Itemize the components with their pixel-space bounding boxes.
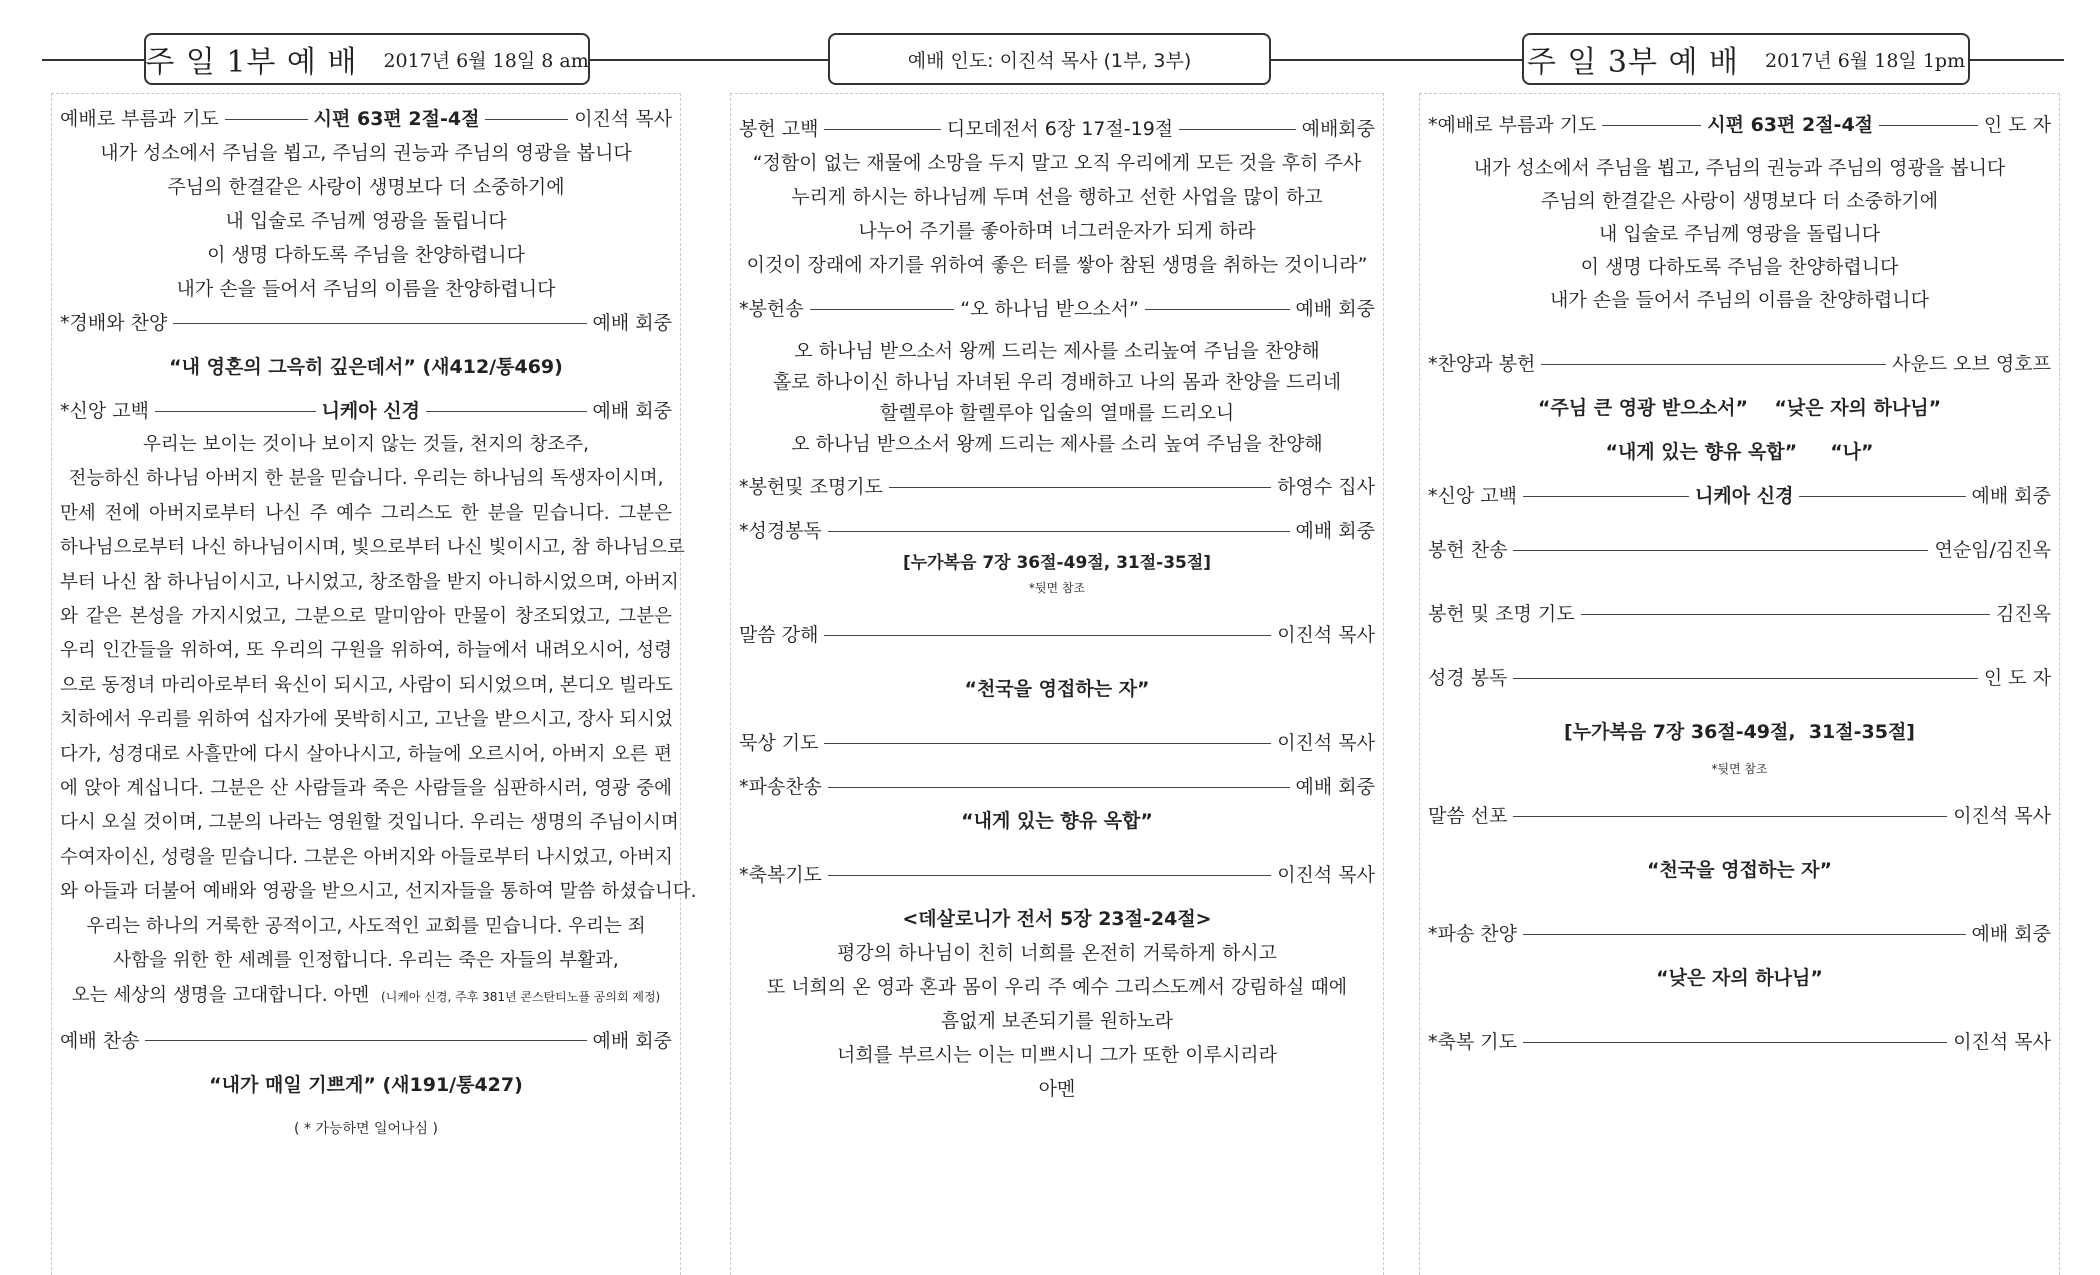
leader-line [1799,496,1965,497]
scripture-line: 이 생명 다하도록 주님을 찬양하렵니다 [1580,256,1899,278]
creed-line: 수여자이신, 성령을 믿습니다. 그분은 아버지와 아들로부터 나시었고, 아버지 [60,846,673,868]
scripture-line: 내가 성소에서 주님을 뵙고, 주님의 권능과 주님의 영광을 봅니다 [1473,157,2006,179]
creed-line: 와 같은 본성을 가지시었고, 그분으로 말미암아 만물이 창조되었고, 그분은 [60,606,672,628]
service-1-date: 2017년 6월 18일 8 am [383,49,589,72]
leader-line [1602,125,1701,126]
scripture-line: 이것이 장래에 자기를 위하여 좋은 터를 쌓아 참된 생명을 취하는 것이니라” [746,254,1368,276]
order-item-call-to-worship [60,102,672,136]
service-1-title-box [144,33,590,85]
service-1-column [51,93,697,1275]
creed-line: 우리는 하나의 거룩한 공적이고, 사도적인 교회를 믿습니다. 우리는 죄 [86,915,646,937]
item-scripture: 시편 63편 2절-4절 [313,108,480,130]
creed-source-note: (니케아 신경, 주후 381년 콘스탄티노플 공의회 제정) [381,989,661,1004]
creed-line: 하나님으로부터 나신 하나님이시며, 빛으로부터 나신 빛이시고, 참 하나님으로 [60,537,685,559]
offering-column [730,93,1384,1275]
reading-note: *뒷면 참조 [1028,581,1086,595]
item-label: 봉헌 및 조명 기도 [1428,603,1575,625]
item-leader: 이진석 목사 [1953,1031,2051,1053]
leader-line [1513,678,1977,679]
sending-song: “내게 있는 향유 옥합” [961,810,1153,832]
order-item-benediction [1428,1025,2051,1059]
scripture-line: 내 입술로 주님께 영광을 돌립니다 [225,210,507,232]
reading-reference: [누가복음 7장 36절-49절, 31절-35절] [902,553,1212,573]
header-rule-mid-right [1270,59,1524,61]
item-label: 말씀 선포 [1428,805,1508,827]
item-leader: 김진옥 [1995,603,2051,625]
leader-line [824,635,1271,636]
song-line: 오 하나님 받으소서 왕께 드리는 제사를 소리 높여 주님을 찬양해 [791,433,1323,455]
worship-leader: 예배 인도: 이진석 목사 (1부, 3부) [907,49,1192,72]
scripture-line: 내가 손을 들어서 주님의 이름을 찬양하렵니다 [176,278,556,300]
order-item-offering-confession [739,112,1375,146]
header-rule-mid-left [588,59,830,61]
service-1-title: 주 일 1부 예 배 [145,45,358,80]
reading-reference: [누가복음 7장 36절-49절, 31절-35절] [1564,721,1915,743]
leader-line [828,531,1290,532]
item-label: *봉헌송 [739,298,804,320]
leader-line [1541,364,1886,365]
item-label: *신앙 고백 [60,400,149,422]
item-label: 봉헌 고백 [739,118,819,140]
leader-line [1145,309,1290,310]
item-leader: 하영수 집사 [1277,476,1375,498]
item-song-title: “오 하나님 받으소서” [960,298,1139,320]
benediction-line: 흠없게 보존되기를 원하노라 [940,1010,1174,1032]
scripture-line: “정함이 없는 재물에 소망을 두지 말고 오직 우리에게 모든 것을 후히 주사 [752,152,1362,174]
item-leader: 예배 회중 [592,312,672,334]
item-leader: 연순임/김진옥 [1934,539,2051,561]
creed-line: 부터 나신 참 하나님이시고, 나시었고, 창조함을 받지 아니하시었으며, 아버지 [60,571,679,593]
order-item-scripture-reading [1428,661,2051,695]
item-leader: 예배 회중 [592,1029,672,1052]
order-item-offering-prayer [739,470,1375,504]
item-label: 봉헌 찬송 [1428,539,1508,561]
item-leader: 예배 회중 [1971,485,2052,507]
order-item-praise [60,306,672,340]
scripture-line: 나누어 주기를 좋아하며 너그러운자가 되게 하라 [858,220,1256,242]
leader-line [1179,129,1295,130]
creed-line: 다시 오실 것이며, 그분의 나라는 영원할 것입니다. 우리는 생명의 주님이시며 [60,812,679,834]
praise-song: “내 영혼의 그윽히 깊은데서” (새412/통469) [169,356,563,378]
reading-note: *뒷면 참조 [1711,762,1768,776]
order-item-praise [1428,347,2051,381]
header-rule-left [42,59,146,61]
item-label: *파송 찬양 [1428,923,1517,945]
benediction-reference: <데살로니가 전서 5장 23절-24절> [902,908,1212,930]
leader-line [828,875,1271,876]
service-3-column [1419,93,2060,1275]
item-label: 예배 찬송 [60,1029,140,1052]
benediction-amen: 아멘 [1038,1078,1076,1100]
item-leader: 인 도 자 [1983,114,2052,136]
creed-line-last [60,979,672,1014]
leader-line [155,411,316,412]
creed-line: 와 아들과 더불어 예배와 영광을 받으시고, 선지자들을 통하여 말씀 하셨습니다. [60,881,697,903]
song-line: 홀로 하나이신 하나님 자녀된 우리 경배하고 나의 몸과 찬양을 드리네 [772,371,1342,393]
item-label: *성경봉독 [739,520,822,542]
order-item-sending-hymn [739,770,1375,804]
service-3-title-box [1522,33,1970,85]
item-leader: 예배 회중 [1971,923,2051,945]
item-label: 묵상 기도 [739,732,819,754]
order-item-offering-song [739,292,1375,326]
creed-line: 다가, 성경대로 사흘만에 다시 살아나시고, 하늘에 오르시어, 아버지 오른 편 [60,743,672,765]
leader-line [1523,496,1689,497]
creed-line: 만세 전에 아버지로부터 나신 주 예수 그리스도 한 분을 믿습니다. 그분은 [60,502,672,524]
benediction-line: 또 너희의 온 영과 혼과 몸이 우리 주 예수 그리스도께서 강림하실 때에 [766,976,1348,998]
leader-line [828,787,1290,788]
creed-line: 전능하신 하나님 아버지 한 분을 믿습니다. 우리는 하나님의 독생자이시며, [68,468,664,490]
scripture-line: 누리게 하시는 하나님께 두며 선을 행하고 선한 사업을 많이 하고 [791,186,1323,208]
stand-note: ( * 가능하면 일어나심 ) [294,1120,438,1137]
item-leader: 예배 회중 [1295,298,1376,320]
leader-box [828,33,1271,85]
item-leader: 이진석 목사 [1277,624,1375,646]
benediction-line: 너희를 부르시는 이는 미쁘시니 그가 또한 이루시리라 [836,1044,1278,1066]
creed-line: 사함을 위한 한 세례를 인정합니다. 우리는 죽은 자들의 부활과, [113,950,619,972]
creed-line: 에 앉아 계십니다. 그분은 산 사람들과 죽은 사람들을 심판하시러, 영광 중에 [60,778,672,800]
item-leader: 인 도 자 [1983,667,2051,689]
leader-line [1879,125,1978,126]
scripture-line: 이 생명 다하도록 주님을 찬양하렵니다 [207,244,525,266]
item-leader: 사운드 오브 영호프 [1892,353,2051,375]
scripture-line: 주님의 한결같은 사랑이 생명보다 더 소중하기에 [167,176,565,198]
item-creed-name: 니케아 신경 [1695,485,1794,507]
header-rule-right [1968,59,2064,61]
creed-line: 으로 동정녀 마리아로부터 육신이 되시고, 사람이 되시었으며, 본디오 빌라도 [60,674,673,696]
leader-line [225,119,308,120]
item-scripture: 디모데전서 6장 17절-19절 [946,118,1174,140]
item-leader: 예배 회중 [592,400,673,422]
item-label: *축복기도 [739,864,822,886]
leader-line [1523,1042,1947,1043]
leader-line [485,119,568,120]
benediction-line: 평강의 하나님이 친히 너희를 온전히 거룩하게 하시고 [836,942,1278,964]
leader-line [1513,550,1928,551]
order-item-call-to-worship [1428,108,2051,142]
order-item-sending-hymn [1428,917,2051,951]
sermon-title: “천국을 영접하는 자” [1646,859,1833,881]
item-label: *축복 기도 [1428,1031,1517,1053]
order-item-benediction [739,858,1375,892]
creed-line: 우리 인간들을 위하여, 또 우리의 구원을 위하여, 하늘에서 내려오시어, 성령 [60,640,672,662]
item-label: *찬양과 봉헌 [1428,353,1536,375]
order-item-offering-hymn [1428,533,2051,567]
leader-line [1513,816,1947,817]
order-item-creed [60,394,672,428]
leader-line [145,1040,586,1041]
service-3-date: 2017년 6월 18일 1pm [1765,49,1966,72]
item-leader: 예배 회중 [1295,520,1375,542]
item-leader: 예배 회중 [1295,776,1375,798]
scripture-line: 내가 손을 들어서 주님의 이름을 찬양하렵니다 [1550,289,1929,311]
leader-line [824,743,1271,744]
scripture-line: 주님의 한결같은 사랑이 생명보다 더 소중하기에 [1540,190,1939,212]
leader-line [810,309,955,310]
item-label: *신앙 고백 [1428,485,1517,507]
order-item-hymn [60,1024,672,1058]
item-scripture: 시편 63편 2절-4절 [1707,114,1874,136]
service-3-title: 주 일 3부 예 배 [1526,45,1740,80]
order-item-silent-prayer [739,726,1375,760]
item-leader: 이진석 목사 [1953,805,2051,827]
leader-line [1523,934,1966,935]
item-label: *경배와 찬양 [60,312,168,334]
creed-line: 치하에서 우리를 위하여 십자가에 못박히시고, 고난을 받으시고, 장사 되시었 [60,709,673,731]
item-leader: 이진석 목사 [1277,864,1375,886]
order-item-creed [1428,479,2051,513]
item-label: *파송찬송 [739,776,822,798]
praise-songs-2: “내게 있는 향유 옥합” “나” [1605,441,1874,463]
item-label: *봉헌및 조명기도 [739,476,884,498]
sermon-title: “천국을 영접하는 자” [964,678,1150,700]
item-leader: 이진석 목사 [1277,732,1375,754]
item-leader: 이진석 목사 [574,108,673,130]
order-item-scripture-reading [739,514,1375,548]
scripture-line: 내 입술로 주님께 영광을 돌립니다 [1598,223,1881,245]
item-creed-name: 니케아 신경 [321,400,420,422]
leader-line [889,487,1271,488]
creed-amen: 오는 세상의 생명을 고대합니다. 아멘 [71,984,370,1006]
item-label: 예배로 부름과 기도 [60,108,219,130]
song-line: 오 하나님 받으소서 왕께 드리는 제사를 소리높여 주님을 찬양해 [794,340,1320,362]
order-item-offering-prayer [1428,597,2051,631]
order-item-sermon [739,618,1375,652]
item-label: 성경 봉독 [1428,667,1508,689]
praise-songs-1: “주님 큰 영광 받으소서” “낮은 자의 하나님” [1537,397,1942,419]
leader-line [173,323,586,324]
leader-line [426,411,587,412]
song-line: 할렐루야 할렐루야 입술의 열매를 드리오니 [879,402,1235,424]
leader-line [824,129,940,130]
sending-song: “낮은 자의 하나님” [1656,967,1823,989]
item-label: 말씀 강해 [739,624,819,646]
nicene-creed-text [60,428,697,1014]
item-label: *예배로 부름과 기도 [1428,114,1597,136]
scripture-line: 내가 성소에서 주님을 뵙고, 주님의 권능과 주님의 영광을 봅니다 [100,142,632,164]
order-item-sermon [1428,799,2051,833]
item-leader: 예배회중 [1301,118,1376,140]
creed-line: 우리는 보이는 것이나 보이지 않는 것들, 천지의 창조주, [142,434,590,455]
leader-line [1581,614,1990,615]
hymn-song: “내가 매일 기쁘게” (새191/통427) [209,1073,523,1096]
